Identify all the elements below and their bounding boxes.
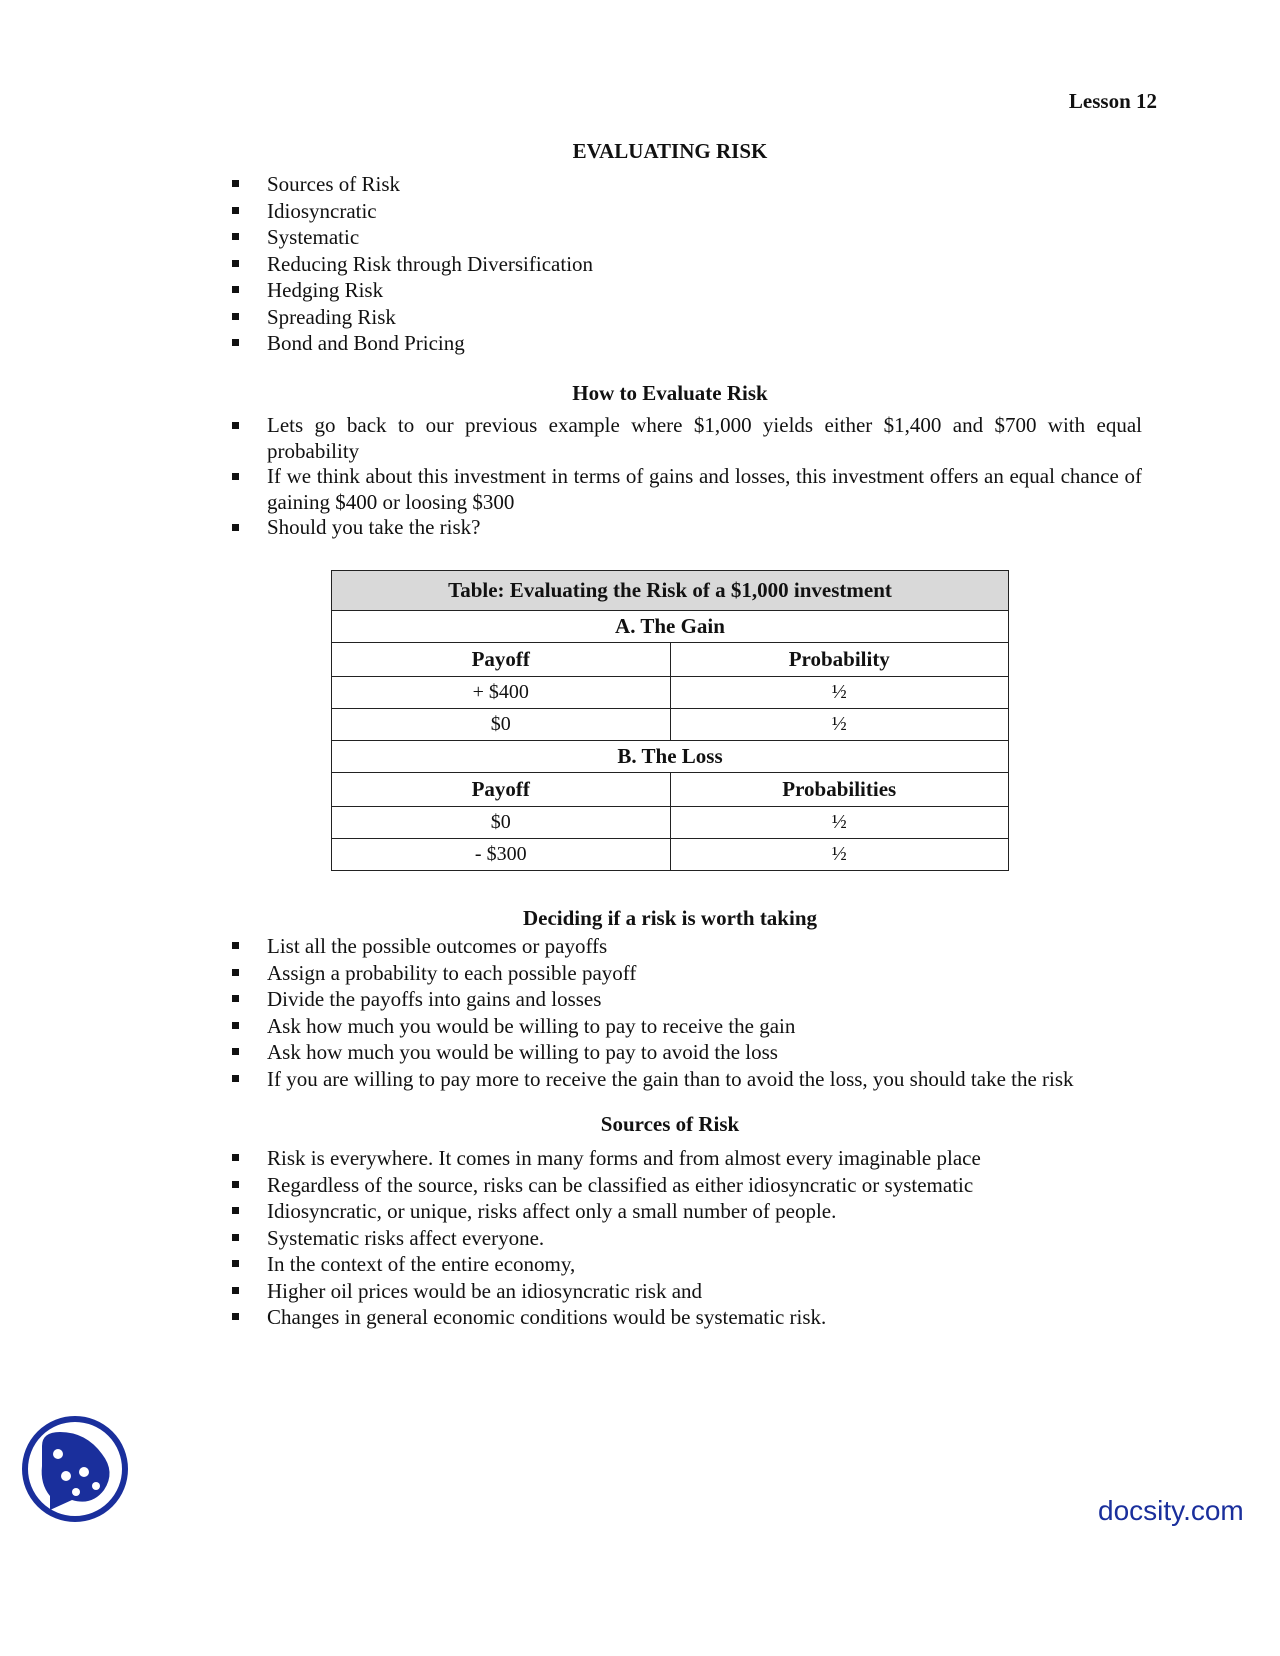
- column-header-probability: Probability: [670, 643, 1009, 677]
- list-item: Reducing Risk through Diversification: [232, 251, 1142, 278]
- list-item: If you are willing to pay more to receive the gain than to avoid the loss, you should take the risk: [232, 1066, 1142, 1093]
- list-item: Hedging Risk: [232, 277, 1142, 304]
- list-item: Divide the payoffs into gains and losses: [232, 986, 1142, 1013]
- bullet-square-icon: [232, 524, 239, 531]
- page-title: EVALUATING RISK: [572, 139, 768, 163]
- lesson-label: Lesson 12: [1068, 89, 1157, 113]
- bullet-square-icon: [232, 1181, 239, 1188]
- table-row: [332, 773, 1009, 807]
- list-item: Ask how much you would be willing to pay to avoid the loss: [232, 1039, 1142, 1066]
- bullet-square-icon: [232, 339, 239, 346]
- list-item: Idiosyncratic, or unique, risks affect only a small number of people.: [232, 1198, 1142, 1225]
- deciding-list: [232, 933, 1142, 1092]
- bullet-square-icon: [232, 473, 239, 480]
- list-item: Should you take the risk?: [232, 515, 1142, 541]
- list-item: Changes in general economic conditions would be systematic risk.: [232, 1304, 1142, 1331]
- bullet-square-icon: [232, 422, 239, 429]
- table-cell: + $400: [332, 677, 671, 709]
- table-cell: ½: [670, 709, 1009, 741]
- table-row: [332, 807, 1009, 839]
- table-row: [332, 571, 1009, 611]
- section-heading-deciding: Deciding if a risk is worth taking: [522, 906, 818, 930]
- table-row: [332, 741, 1009, 773]
- column-header-payoff: Payoff: [332, 773, 671, 807]
- list-item: Assign a probability to each possible payoff: [232, 960, 1142, 987]
- table-cell: ½: [670, 677, 1009, 709]
- bullet-square-icon: [232, 1022, 239, 1029]
- list-item: List all the possible outcomes or payoffs: [232, 933, 1142, 960]
- table-cell: - $300: [332, 839, 671, 871]
- table-section-loss: B. The Loss: [332, 741, 1009, 773]
- bullet-square-icon: [232, 260, 239, 267]
- list-item: Lets go back to our previous example where $1,000 yields either $1,400 and $700 with equal probability: [232, 413, 1142, 464]
- list-item: Higher oil prices would be an idiosyncratic risk and: [232, 1278, 1142, 1305]
- list-item: Sources of Risk: [232, 171, 1142, 198]
- list-item: Regardless of the source, risks can be classified as either idiosyncratic or systematic: [232, 1172, 1142, 1199]
- table-row: [332, 839, 1009, 871]
- list-item: Ask how much you would be willing to pay to receive the gain: [232, 1013, 1142, 1040]
- table-cell: ½: [670, 807, 1009, 839]
- bullet-square-icon: [232, 995, 239, 1002]
- table-cell: $0: [332, 709, 671, 741]
- list-item: Bond and Bond Pricing: [232, 330, 1142, 357]
- column-header-payoff: Payoff: [332, 643, 671, 677]
- table-title: Table: Evaluating the Risk of a $1,000 investment: [332, 571, 1009, 611]
- list-item: Risk is everywhere. It comes in many forms and from almost every imaginable place: [232, 1145, 1142, 1172]
- bullet-square-icon: [232, 1287, 239, 1294]
- sources-list: [232, 1145, 1142, 1331]
- bullet-square-icon: [232, 313, 239, 320]
- bullet-square-icon: [232, 1154, 239, 1161]
- bullet-square-icon: [232, 233, 239, 240]
- table-cell: ½: [670, 839, 1009, 871]
- bullet-square-icon: [232, 1234, 239, 1241]
- how-to-evaluate-list: [232, 413, 1142, 541]
- table-row: [332, 677, 1009, 709]
- docsity-brand-link[interactable]: docsity.com: [1098, 1495, 1244, 1526]
- section-heading-sources: Sources of Risk: [600, 1112, 740, 1136]
- list-item: Systematic risks affect everyone.: [232, 1225, 1142, 1252]
- overview-list: [232, 171, 1142, 357]
- bullet-square-icon: [232, 1313, 239, 1320]
- bullet-square-icon: [232, 207, 239, 214]
- list-item: Spreading Risk: [232, 304, 1142, 331]
- table-cell: $0: [332, 807, 671, 839]
- bullet-square-icon: [232, 1260, 239, 1267]
- list-item: Idiosyncratic: [232, 198, 1142, 225]
- bullet-square-icon: [232, 969, 239, 976]
- risk-evaluation-table: [331, 570, 1009, 871]
- bullet-square-icon: [232, 942, 239, 949]
- bullet-square-icon: [232, 180, 239, 187]
- table-row: [332, 611, 1009, 643]
- table-row: [332, 643, 1009, 677]
- table-section-gain: A. The Gain: [332, 611, 1009, 643]
- table-row: [332, 709, 1009, 741]
- bullet-square-icon: [232, 286, 239, 293]
- bullet-square-icon: [232, 1048, 239, 1055]
- list-item: If we think about this investment in terms of gains and losses, this investment offers an equal chance of gaining $400 or loosing $300: [232, 464, 1142, 515]
- list-item: Systematic: [232, 224, 1142, 251]
- bullet-square-icon: [232, 1207, 239, 1214]
- docsity-logo-graphic: [20, 1414, 130, 1524]
- bullet-square-icon: [232, 1075, 239, 1082]
- docsity-logo-icon[interactable]: [20, 1414, 130, 1524]
- column-header-probabilities: Probabilities: [670, 773, 1009, 807]
- list-item: In the context of the entire economy,: [232, 1251, 1142, 1278]
- section-heading-how-to-evaluate: How to Evaluate Risk: [572, 381, 768, 405]
